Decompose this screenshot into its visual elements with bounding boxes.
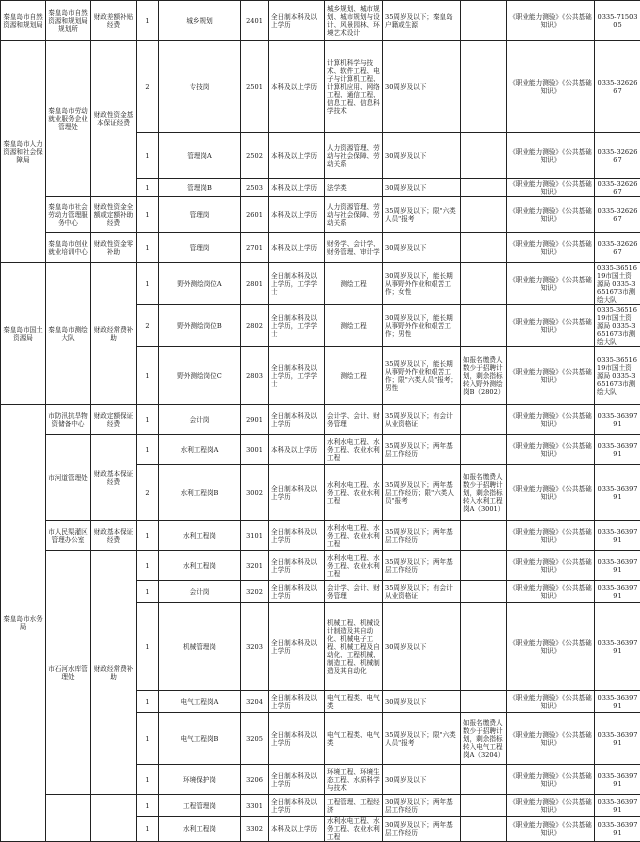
table-cell: 本科及以上学历 (269, 179, 325, 197)
table-cell: 2601 (241, 197, 269, 233)
table-row (1, 197, 640, 233)
table-cell (461, 133, 507, 179)
table-cell: 35周岁及以下；两年基层工作经历 (383, 435, 461, 465)
table-cell: 0335-3262667 (595, 197, 640, 233)
table-cell: 全日制本科及以上学历 (269, 795, 325, 817)
table-cell: 3001 (241, 435, 269, 465)
table-cell: 《职业能力测验》《公共基础知识》 (507, 795, 595, 817)
table-cell: 2802 (241, 305, 269, 347)
table-cell: 环境保护岗 (159, 765, 241, 795)
table-cell: 秦皇岛市人力资源和社会保障局 (1, 41, 46, 263)
table-cell: 35周岁及以下；限"六类人员"报考 (383, 713, 461, 765)
table-cell: 水利工程岗 (159, 551, 241, 581)
table-cell: 管理岗A (159, 133, 241, 179)
table-cell: 财政性资金零补助 (91, 233, 137, 263)
table-cell (461, 765, 507, 795)
table-cell (91, 795, 137, 842)
table-cell: 《职业能力测验》《公共基础知识》 (507, 1, 595, 41)
table-cell: 秦皇岛市劳动就业服务企业管理处 (46, 41, 91, 197)
table-cell: 0335-3639791 (595, 551, 640, 581)
table-cell: 工程管理岗 (159, 795, 241, 817)
table-cell: 《职业能力测验》《公共基础知识》 (507, 197, 595, 233)
table-cell: 专技岗 (159, 41, 241, 133)
table-cell: 财政经常费补助 (91, 263, 137, 405)
table-cell: 1 (137, 435, 159, 465)
table-cell: 水利工程岗 (159, 521, 241, 551)
table-row (1, 435, 640, 465)
table-cell: 《职业能力测验》《公共基础知识》 (507, 305, 595, 347)
table-cell: 《职业能力测验》《公共基础知识》 (507, 465, 595, 521)
table-cell: 如报名缴费人数少于招聘计划，剩余指标转入野外测绘岗B（2802） (461, 347, 507, 405)
table-cell: 1 (137, 405, 159, 435)
table-cell: 《职业能力测验》《公共基础知识》 (507, 263, 595, 305)
table-cell: 0335-3639791 (595, 817, 640, 842)
table-cell (461, 435, 507, 465)
table-cell: 全日制本科及以上学历 (269, 405, 325, 435)
table-cell: 水利水电工程、水务工程、农业水利工程 (325, 435, 383, 465)
table-cell (461, 691, 507, 713)
table-cell: 1 (137, 795, 159, 817)
table-cell: 《职业能力测验》《公共基础知识》 (507, 521, 595, 551)
table-cell: 城乡规划、城市规划、城市规划与设计、风景园林、环境艺术设计 (325, 1, 383, 41)
table-cell (461, 405, 507, 435)
table-cell: 野外测绘岗位B (159, 305, 241, 347)
table-cell: 3201 (241, 551, 269, 581)
table-cell: 机械工程、机械设计制造及其自动化、机械电子工程、机械工程及自动化、工程机械、制造工程、机械制造及其自动化 (325, 603, 383, 691)
table-cell: 财政基本保证经费 (91, 435, 137, 521)
table-cell: 水利水电工程、水务工程、农业水利工程 (325, 551, 383, 581)
table-cell: 35周岁及以下；有会计从业资格证 (383, 405, 461, 435)
table-cell: 秦皇岛市社会劳动力管理服务中心 (46, 197, 91, 233)
table-cell: 测绘工程 (325, 347, 383, 405)
table-cell: 1 (137, 133, 159, 179)
table-row (1, 233, 640, 263)
table-cell: 0335-3639791 (595, 713, 640, 765)
table-cell: 电气工程类、电气类 (325, 713, 383, 765)
table-cell: 电气工程岗A (159, 691, 241, 713)
table-cell: 3203 (241, 603, 269, 691)
table-row (1, 1, 640, 41)
table-cell: 1 (137, 521, 159, 551)
table-cell: 35周岁及以下；限"六类人员"报考 (383, 197, 461, 233)
table-cell: 0335-3639791 (595, 435, 640, 465)
table-cell (461, 233, 507, 263)
table-cell: 会计岗 (159, 581, 241, 603)
table-cell: 1 (137, 233, 159, 263)
table-cell: 0335-3639791 (595, 405, 640, 435)
table-cell: 全日制本科及以上学历 (269, 581, 325, 603)
table-cell: 电气工程岗B (159, 713, 241, 765)
table-cell: 《职业能力测验》《公共基础知识》 (507, 233, 595, 263)
table-row (1, 795, 640, 817)
table-cell: 1 (137, 263, 159, 305)
table-cell: 全日制本科及以上学历，工学学士 (269, 347, 325, 405)
table-cell: 秦皇岛市国土资源局 (1, 263, 46, 405)
table-cell: 30周岁及以下 (383, 233, 461, 263)
table-cell (461, 179, 507, 197)
table-cell: 2803 (241, 347, 269, 405)
table-cell: 如报名缴费人数少于招聘计划，剩余指标转入水利工程岗A（3001） (461, 465, 507, 521)
table-cell: 市河道管理处 (46, 435, 91, 521)
table-cell: 1 (137, 817, 159, 842)
table-cell: 0335-3639791 (595, 521, 640, 551)
table-cell: 水利工程岗B (159, 465, 241, 521)
table-cell: 30周岁及以下 (383, 179, 461, 197)
table-cell: 本科及以上学历 (269, 41, 325, 133)
table-cell (461, 521, 507, 551)
table-cell: 《职业能力测验》《公共基础知识》 (507, 179, 595, 197)
table-cell: 全日制本科及以上学历 (269, 713, 325, 765)
table-body (1, 1, 640, 842)
table-cell: 2 (137, 305, 159, 347)
table-cell: 0335-3651619市国土资源局 0335-3651673市测绘大队 (595, 263, 640, 305)
table-cell (461, 551, 507, 581)
table-cell: 1 (137, 603, 159, 691)
table-cell: 《职业能力测验》《公共基础知识》 (507, 713, 595, 765)
table-cell: 0335-3262667 (595, 233, 640, 263)
table-cell: 财政性资金基本保证经费 (91, 41, 137, 197)
table-cell: 全日制本科及以上学历 (269, 765, 325, 795)
table-cell: 财政性资金全额或定额补助经费 (91, 197, 137, 233)
table-cell: 0335-3639791 (595, 765, 640, 795)
table-cell: 会计学、会计、财务管理 (325, 581, 383, 603)
table-cell: 《职业能力测验》《公共基础知识》 (507, 691, 595, 713)
table-cell: 3101 (241, 521, 269, 551)
table-cell: 0335-3639791 (595, 603, 640, 691)
table-cell: 35周岁及以下；秦皇岛户籍或生源 (383, 1, 461, 41)
table-cell: 财政差额补贴经费 (91, 1, 137, 41)
table-cell: 全日制本科及以上学历 (269, 465, 325, 521)
table-cell: 《职业能力测验》《公共基础知识》 (507, 603, 595, 691)
table-cell (46, 795, 91, 842)
table-cell: 《职业能力测验》《公共基础知识》 (507, 41, 595, 133)
table-cell: 全日制本科及以上学历 (269, 551, 325, 581)
table-cell (461, 603, 507, 691)
table-cell: 法学类 (325, 179, 383, 197)
table-cell: 1 (137, 581, 159, 603)
table-cell: 35周岁及以下；两年基层工作经历 (383, 551, 461, 581)
table-cell: 0335-7150305 (595, 1, 640, 41)
table-cell (461, 197, 507, 233)
table-cell: 城乡规划 (159, 1, 241, 41)
table-cell: 秦皇岛市自然资源和规划局 (1, 1, 46, 41)
table-cell: 电气工程类、电气类 (325, 691, 383, 713)
table-cell: 本科及以上学历 (269, 435, 325, 465)
table-cell: 35周岁及以下；有会计从业资格证 (383, 581, 461, 603)
table-cell (461, 795, 507, 817)
table-cell: 3202 (241, 581, 269, 603)
table-cell: 3204 (241, 691, 269, 713)
table-cell: 3002 (241, 465, 269, 521)
table-cell: 水利水电工程、水务工程、农业水利工程 (325, 521, 383, 551)
table-cell: 本科及以上学历 (269, 133, 325, 179)
table-cell: 2801 (241, 263, 269, 305)
table-cell: 0335-3262667 (595, 179, 640, 197)
table-cell: 1 (137, 347, 159, 405)
table-cell: 3206 (241, 765, 269, 795)
table-cell (461, 41, 507, 133)
table-cell: 1 (137, 713, 159, 765)
table-cell: 1 (137, 691, 159, 713)
table-cell: 财务学、会计学、财务管理、审计学 (325, 233, 383, 263)
table-cell: 2401 (241, 1, 269, 41)
table-cell: 会计岗 (159, 405, 241, 435)
table-cell: 财政定额保证经费 (91, 405, 137, 435)
table-cell: 2 (137, 41, 159, 133)
table-cell: 30周岁及以下 (383, 603, 461, 691)
table-cell: 30周岁及以下，能长期从事野外作业和艰苦工作；女性 (383, 263, 461, 305)
table-cell: 如报名缴费人数少于招聘计划，剩余指标转入电气工程岗A（3204） (461, 713, 507, 765)
table-row (1, 405, 640, 435)
table-cell: 环境工程、环境生态工程、水质科学与技术 (325, 765, 383, 795)
table-cell: 野外测绘岗位C (159, 347, 241, 405)
table-cell: 《职业能力测验》《公共基础知识》 (507, 765, 595, 795)
table-cell: 《职业能力测验》《公共基础知识》 (507, 817, 595, 842)
table-cell: 《职业能力测验》《公共基础知识》 (507, 435, 595, 465)
table-cell: 30周岁及以下；两年基层工作经历 (383, 795, 461, 817)
table-cell: 全日制本科及以上学历，工学学士 (269, 263, 325, 305)
table-cell: 2502 (241, 133, 269, 179)
table-cell: 《职业能力测验》《公共基础知识》 (507, 405, 595, 435)
table-cell: 2503 (241, 179, 269, 197)
table-cell: 全日制本科及以上学历 (269, 1, 325, 41)
table-cell: 测绘工程 (325, 305, 383, 347)
table-cell: 水利工程岗 (159, 817, 241, 842)
table-cell: 1 (137, 197, 159, 233)
table-cell: 全日制本科及以上学历 (269, 691, 325, 713)
table-cell (461, 305, 507, 347)
table-row (1, 263, 640, 305)
table-cell: 会计学、会计、财务管理 (325, 405, 383, 435)
table-cell: 秦皇岛市水务局 (1, 405, 46, 842)
table-cell: 30周岁及以下 (383, 41, 461, 133)
table-cell: 0335-3262667 (595, 133, 640, 179)
table-cell: 3302 (241, 817, 269, 842)
table-cell: 财政经常费补助 (91, 551, 137, 795)
table-cell: 机械管理岗 (159, 603, 241, 691)
table-cell: 30周岁及以下 (383, 691, 461, 713)
table-cell: 计算机科学与技术、软件工程、电子与计算机工程、计算机应用、网络工程、通信工程、信息工程、信息科学技术 (325, 41, 383, 133)
table-cell: 2901 (241, 405, 269, 435)
table-cell: 全日制本科及以上学历 (269, 521, 325, 551)
table-cell: 0335-3639791 (595, 465, 640, 521)
table-cell (461, 581, 507, 603)
table-cell: 3301 (241, 795, 269, 817)
table-cell: 测绘工程 (325, 263, 383, 305)
table-cell: 30周岁及以下；两年基层工作经历 (383, 817, 461, 842)
table-cell: 30周岁及以下，能长期从事野外作业和艰苦工作；男性 (383, 305, 461, 347)
table-cell: 人力资源管理、劳动与社会保障、劳动关系 (325, 133, 383, 179)
table-cell (461, 263, 507, 305)
table-cell: 水利水电工程、水务工程、农业水利工程 (325, 465, 383, 521)
table-cell: 2501 (241, 41, 269, 133)
table-row (1, 551, 640, 581)
table-cell: 35周岁及以下；两年基层工作经历；限"六类人员"报考 (383, 465, 461, 521)
table-row (1, 521, 640, 551)
table-cell: 《职业能力测验》《公共基础知识》 (507, 347, 595, 405)
table-cell: 市石河水库管理处 (46, 551, 91, 795)
table-cell: 秦皇岛市创业就业培训中心 (46, 233, 91, 263)
table-cell: 本科及以上学历 (269, 817, 325, 842)
table-cell: 35周岁及以下；两年基层工作经历 (383, 521, 461, 551)
table-cell: 全日制本科及以上学历，工学学士 (269, 305, 325, 347)
table-cell: 1 (137, 179, 159, 197)
table-cell: 1 (137, 765, 159, 795)
table-cell: 秦皇岛市测绘大队 (46, 263, 91, 405)
table-cell: 市人民渠灌区管理办公室 (46, 521, 91, 551)
table-cell: 1 (137, 551, 159, 581)
table-cell (461, 1, 507, 41)
table-cell: 管理岗 (159, 197, 241, 233)
table-cell: 野外测绘岗位A (159, 263, 241, 305)
table-cell: 0335-3639791 (595, 581, 640, 603)
table-cell: 本科及以上学历 (269, 233, 325, 263)
table-cell: 《职业能力测验》《公共基础知识》 (507, 581, 595, 603)
table-cell: 水利工程岗A (159, 435, 241, 465)
table-cell: 30周岁及以下 (383, 765, 461, 795)
table-cell: 管理岗 (159, 233, 241, 263)
table-cell: 人力资源管理、劳动与社会保障、劳动关系 (325, 197, 383, 233)
table-cell: 1 (137, 1, 159, 41)
table-cell: 秦皇岛市自然资源和规划局规划所 (46, 1, 91, 41)
table-cell: 全日制本科及以上学历 (269, 603, 325, 691)
table-cell: 《职业能力测验》《公共基础知识》 (507, 133, 595, 179)
table-cell: 《职业能力测验》《公共基础知识》 (507, 551, 595, 581)
table-cell: 管理岗B (159, 179, 241, 197)
table-cell: 30周岁及以下 (383, 133, 461, 179)
table-cell: 2 (137, 465, 159, 521)
table-cell: 0335-3262667 (595, 41, 640, 133)
table-cell: 0335-3639791 (595, 691, 640, 713)
table-cell: 3205 (241, 713, 269, 765)
table-cell: 0335-3651619市国土资源局 0335-3651673市测绘大队 (595, 305, 640, 347)
table-cell: 0335-3639791 (595, 795, 640, 817)
table-cell: 2701 (241, 233, 269, 263)
table-cell: 35周岁及以下，能长期从事野外作业和艰苦工作；限"六类人员"报考；男性 (383, 347, 461, 405)
table-row (1, 41, 640, 133)
table-cell: 工程管理、工程经济 (325, 795, 383, 817)
table-cell: 财政基本保证经费 (91, 521, 137, 551)
table-cell: 本科及以上学历 (269, 197, 325, 233)
table-cell: 0335-3651619市国土资源局 0335-3651673市测绘大队 (595, 347, 640, 405)
table-cell: 市防汛抗旱物资储备中心 (46, 405, 91, 435)
table-cell: 水利水电工程、水务工程、农业水利工程 (325, 817, 383, 842)
